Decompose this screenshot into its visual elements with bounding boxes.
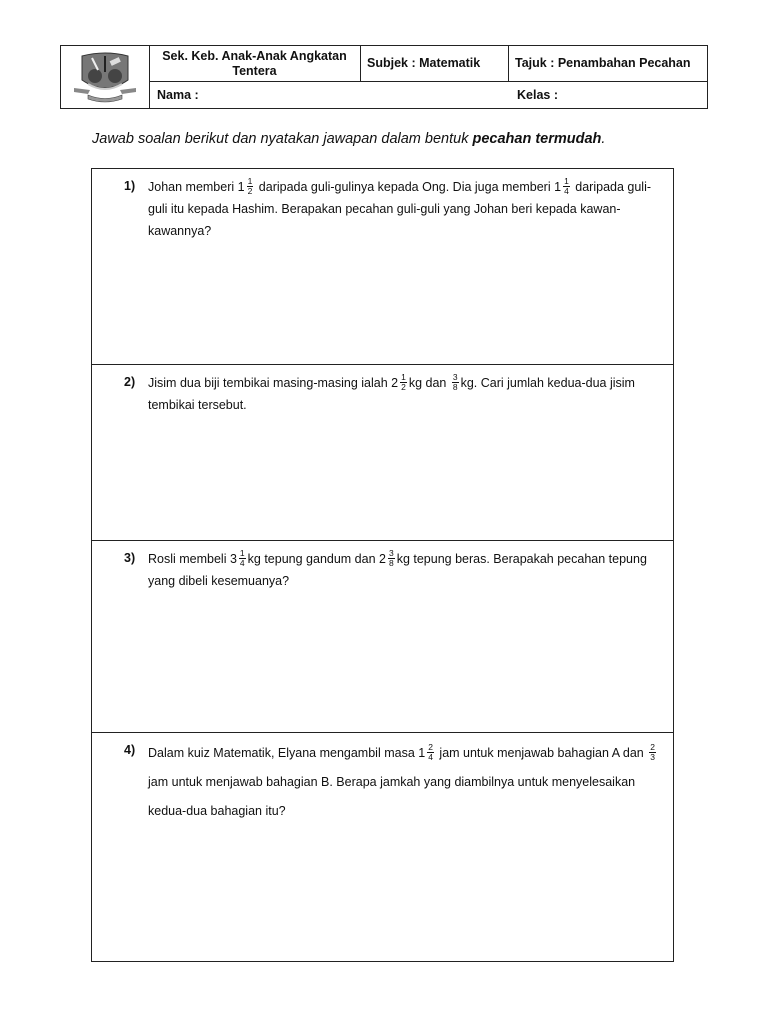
text-part: daripada guli-guli itu kepada Hashim. Berapakan pecahan guli-guli yang Johan beri kepada kawan-kawannya?: [148, 180, 652, 238]
numerator: 2: [428, 742, 433, 753]
numerator: 1: [564, 176, 569, 187]
denominator: 8: [452, 382, 458, 393]
fraction: [452, 373, 459, 392]
text-part: kg. Cari jumlah kedua-dua jisim tembikai tersebut.: [148, 376, 635, 412]
text-part: jam untuk menjawab bahagian A dan: [435, 746, 648, 760]
text-part: Jisim dua biji tembikai masing-masing ialah 2: [148, 376, 399, 390]
fraction: [427, 743, 434, 762]
question-1: [92, 169, 673, 364]
text-part: Dalam kuiz Matematik, Elyana mengambil masa 1: [148, 746, 426, 760]
logo-cell: [61, 46, 150, 108]
text-part: daripada guli-gulinya kepada Ong. Dia juga memberi 1: [255, 180, 562, 194]
numerator: 3: [452, 372, 458, 383]
school-name: Sek. Keb. Anak-Anak Angkatan Tentera: [149, 46, 361, 82]
fraction: [400, 373, 407, 392]
text-part: kg tepung gandum dan 2: [247, 552, 386, 566]
numerator: 3: [388, 548, 394, 559]
question-4: [92, 732, 673, 961]
numerator: 1: [247, 176, 253, 187]
question-text: [148, 548, 668, 592]
fraction: [649, 743, 656, 762]
fraction: [239, 549, 246, 568]
numerator: 1: [401, 372, 406, 383]
question-2: [92, 364, 673, 540]
question-number: 4): [124, 743, 136, 757]
instruction-text: Jawab soalan berikut dan nyatakan jawapan dalam bentuk: [92, 131, 473, 147]
question-text: [148, 176, 668, 242]
subject-label: Subjek : Matematik: [361, 46, 509, 82]
question-number: 3): [124, 551, 136, 565]
questions-box: [91, 168, 674, 962]
text-part: kg tepung beras. Berapakah pecahan tepung yang dibeli kesemuanya?: [148, 552, 647, 588]
text-part: kg dan: [408, 376, 450, 390]
denominator: 2: [247, 186, 253, 197]
school-crest-icon: [70, 50, 140, 104]
denominator: 8: [388, 558, 394, 569]
denominator: 4: [564, 186, 569, 197]
text-part: jam untuk menjawab bahagian B. Berapa jamkah yang diambilnya untuk menyelesaikan kedua-dua bahagian itu?: [148, 775, 636, 818]
numerator: 2: [650, 742, 655, 753]
topic-label: Tajuk : Penambahan Pecahan: [509, 46, 707, 82]
instruction-emphasis: pecahan termudah: [472, 131, 602, 147]
question-number: 1): [124, 179, 136, 193]
denominator: 4: [428, 752, 433, 763]
fraction: [247, 177, 254, 196]
text-part: Rosli membeli 3: [148, 552, 237, 566]
denominator: 4: [239, 558, 245, 569]
question-text: [148, 739, 668, 826]
text-part: Johan memberi 1: [148, 180, 245, 194]
numerator: 1: [239, 548, 245, 559]
question-text: [148, 372, 668, 416]
denominator: 3: [650, 752, 655, 763]
question-3: [92, 540, 673, 732]
fraction: [388, 549, 395, 568]
question-number: 2): [124, 375, 136, 389]
denominator: 2: [401, 382, 406, 393]
instruction-end: .: [601, 131, 606, 147]
header-table: [60, 45, 708, 109]
class-field[interactable]: Kelas :: [517, 88, 558, 102]
instruction: [92, 131, 605, 147]
fraction: [563, 177, 570, 196]
name-field[interactable]: Nama :: [157, 88, 199, 102]
